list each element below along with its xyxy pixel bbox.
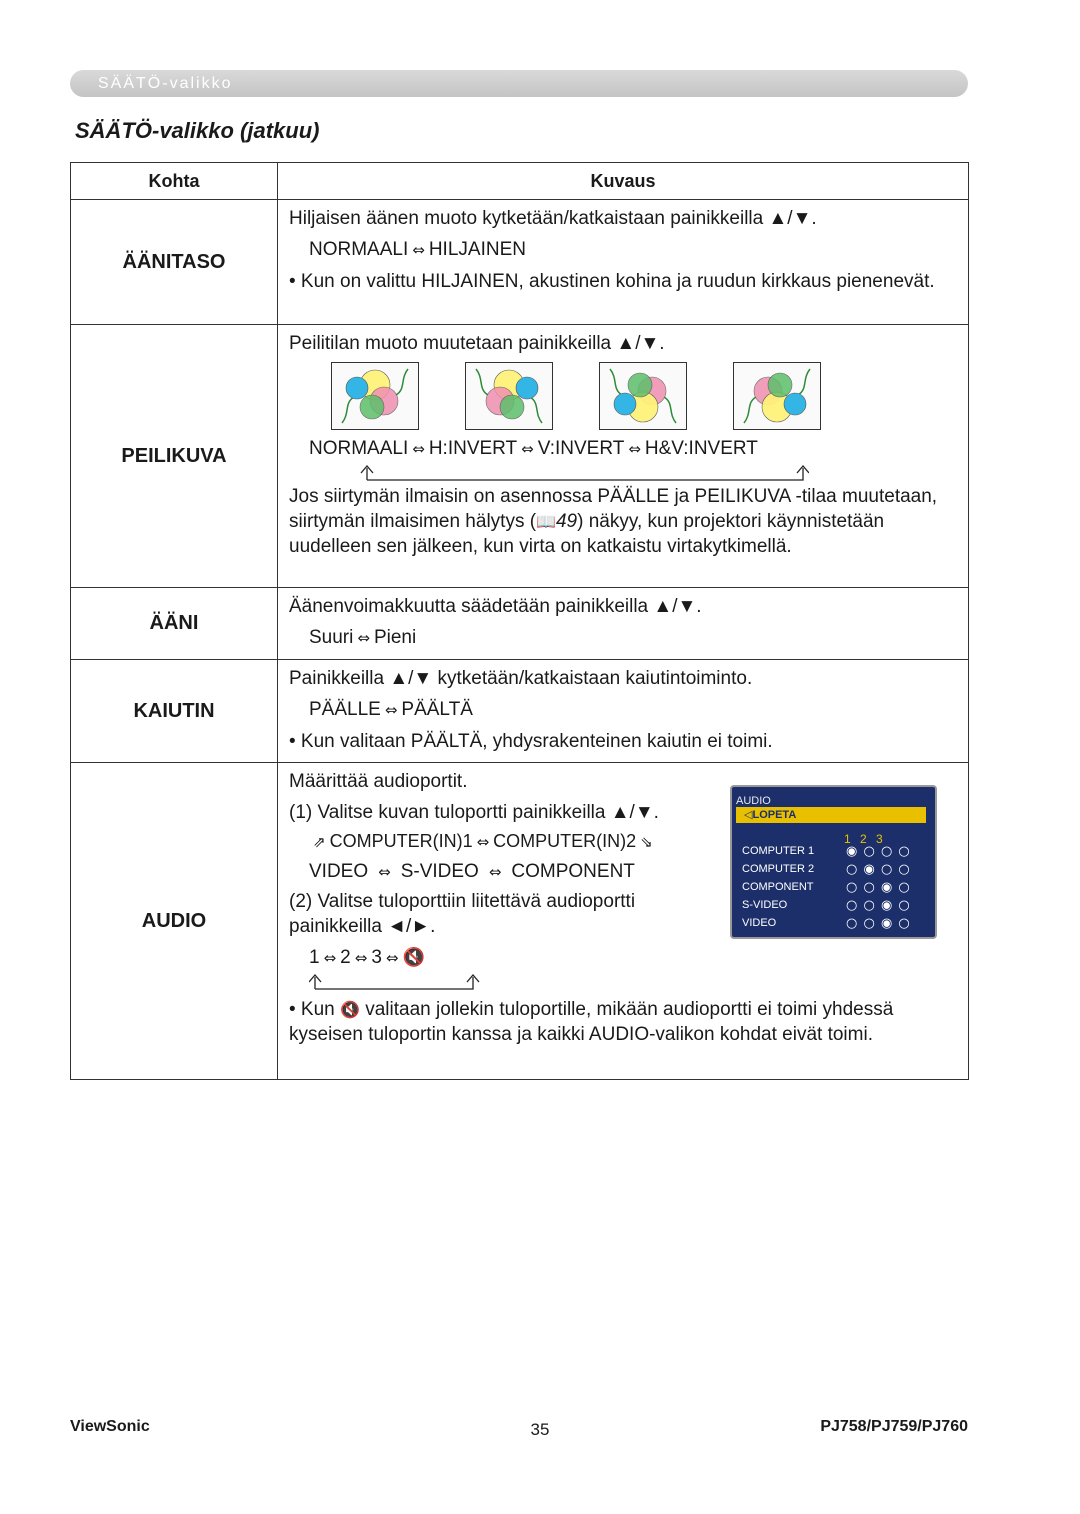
wrap-arrow-icon: ⇗ (313, 833, 326, 851)
port-value: S-VIDEO (400, 861, 479, 882)
step-text: (1) Valitse kuvan tuloportti painikkeilla ▲/▼. (289, 802, 659, 823)
note-text: • Kun valitaan PÄÄLTÄ, yhdysrakenteinen kaiutin ei toimi. (289, 731, 773, 752)
double-arrow-icon: ⇔ (521, 440, 534, 458)
col-header-desc: Kuvaus (278, 163, 969, 200)
desc-audio (278, 763, 969, 1080)
item-peilikuva: PEILIKUVA (71, 325, 278, 588)
wrap-arrow-icon: ⇘ (640, 833, 653, 851)
table-row (71, 325, 969, 588)
audio-menu-back-item: ◁LOPETA (736, 807, 926, 823)
footer-brand: ViewSonic (70, 1418, 150, 1435)
sequence-line: 1 ⇔ 2 ⇔ 3 ⇔ 🔇 (309, 947, 425, 968)
desc-kaiutin (278, 660, 969, 763)
note-text: Jos siirtymän ilmaisin on asennossa PÄÄLLE ja PEILIKUVA -tilaa muutetaan, siirtymän ilmaisimen hälytys (📖49) näkyy, kun projektori käynnistetään uudelleen sen jälkeen, kun virta on katkaistu virtakytkimellä. (289, 486, 938, 557)
mirror-illustrations (289, 362, 960, 430)
footer-model: PJ758/PJ759/PJ760 (820, 1418, 968, 1435)
step-text: (2) Valitse tuloporttiin liitettävä audioportti painikkeilla ◄/►. (289, 891, 636, 937)
double-arrow-icon: ⇔ (354, 949, 368, 967)
note-text: • Kun on valittu HILJAINEN, akustinen kohina ja ruudun kirkkaus pienenevät. (289, 271, 935, 292)
audio-menu-row: COMPONENT ○ ○ ◉ ○ (742, 880, 910, 895)
audio-menu-row: COMPUTER 1 ◉ ○ ○ ○ (742, 844, 910, 859)
desc-text: Määrittää audioportit. (289, 771, 468, 792)
col-header-item: Kohta (71, 163, 278, 200)
page-reference: 49 (555, 511, 578, 532)
double-arrow-icon: ⇔ (488, 863, 502, 881)
audio-menu-screenshot (730, 785, 937, 939)
book-reference-icon: 📖 (536, 512, 556, 531)
note-text: • Kun 🔇 valitaan jollekin tuloportille, mikään audioportti ei toimi yhdessä kyseisen tuloportin kanssa ja kaikki AUDIO-valikon kohdat eivät toimi. (289, 999, 894, 1045)
item-aanitaso: ÄÄNITASO (71, 200, 278, 325)
double-arrow-icon: ⇔ (476, 833, 490, 851)
table-row (71, 660, 969, 763)
section-header-label: SÄÄTÖ-valikko (98, 75, 233, 92)
double-arrow-icon: ⇔ (385, 949, 399, 967)
port-value: VIDEO (309, 861, 369, 882)
table-header-row (71, 163, 969, 200)
table-row (71, 763, 969, 1080)
audio-menu-row: VIDEO ○ ○ ◉ ○ (742, 916, 910, 931)
option-line (289, 625, 960, 651)
desc-aani (278, 588, 969, 660)
audio-menu-columns: 1 2 3 (844, 832, 883, 846)
option-value: Suuri (309, 627, 354, 648)
loop-back-arrow-icon (309, 462, 809, 484)
table-row (71, 588, 969, 660)
audio-menu-row: COMPUTER 2 ○ ◉ ○ ○ (742, 862, 910, 877)
desc-text: Äänenvoimakkuutta säädetään painikkeilla ▲/▼. (289, 596, 702, 617)
option-value: PÄÄLLE (309, 699, 381, 720)
double-arrow-icon: ⇔ (628, 440, 641, 458)
desc-text: Peilitilan muoto muutetaan painikkeilla ▲/▼. (289, 333, 665, 354)
loop-back-arrow-icon (309, 971, 489, 993)
settings-table (70, 162, 969, 1080)
double-arrow-icon: ⇔ (412, 440, 425, 458)
back-arrow-icon: ◁ (744, 809, 753, 821)
option-value: H:INVERT (428, 438, 518, 459)
option-line (289, 697, 960, 723)
mirror-hv-invert-illustration (733, 362, 821, 430)
section-header-bar (70, 70, 968, 97)
port-value: COMPONENT (511, 861, 635, 882)
desc-aanitaso (278, 200, 969, 325)
mute-icon: 🔇 (340, 1000, 360, 1019)
desc-peilikuva (278, 325, 969, 588)
mirror-h-invert-illustration (465, 362, 553, 430)
table-row (71, 200, 969, 325)
item-aani: ÄÄNI (71, 588, 278, 660)
port-value: COMPUTER(IN)2 (493, 831, 637, 851)
mirror-normal-illustration (331, 362, 419, 430)
audio-menu-row: S-VIDEO ○ ○ ◉ ○ (742, 898, 910, 913)
page-number: 35 (530, 1420, 550, 1439)
port-value: COMPUTER(IN)1 (329, 831, 473, 851)
double-arrow-icon: ⇔ (378, 863, 391, 881)
option-value: NORMAALI (309, 239, 409, 260)
item-audio: AUDIO (71, 763, 278, 1080)
option-value: PÄÄLTÄ (401, 699, 473, 720)
mute-icon: 🔇 (402, 947, 425, 968)
option-value: HILJAINEN (428, 239, 526, 260)
option-value: Pieni (373, 627, 417, 648)
option-value: NORMAALI (309, 438, 409, 459)
double-arrow-icon: ⇔ (384, 701, 398, 719)
desc-text: Painikkeilla ▲/▼ kytketään/katkaistaan kaiutintoiminto. (289, 668, 753, 689)
audio-menu-title: AUDIO (736, 795, 771, 807)
option-value: H&V:INVERT (644, 438, 758, 459)
option-line (289, 436, 960, 462)
double-arrow-icon: ⇔ (357, 629, 370, 647)
mirror-v-invert-illustration (599, 362, 687, 430)
page-title: SÄÄTÖ-valikko (jatkuu) (75, 118, 320, 143)
desc-text: Hiljaisen äänen muoto kytketään/katkaistaan painikkeilla ▲/▼. (289, 208, 817, 229)
item-kaiutin: KAIUTIN (71, 660, 278, 763)
double-arrow-icon: ⇔ (412, 241, 425, 259)
option-line (289, 237, 960, 263)
double-arrow-icon: ⇔ (323, 949, 337, 967)
option-value: V:INVERT (537, 438, 625, 459)
